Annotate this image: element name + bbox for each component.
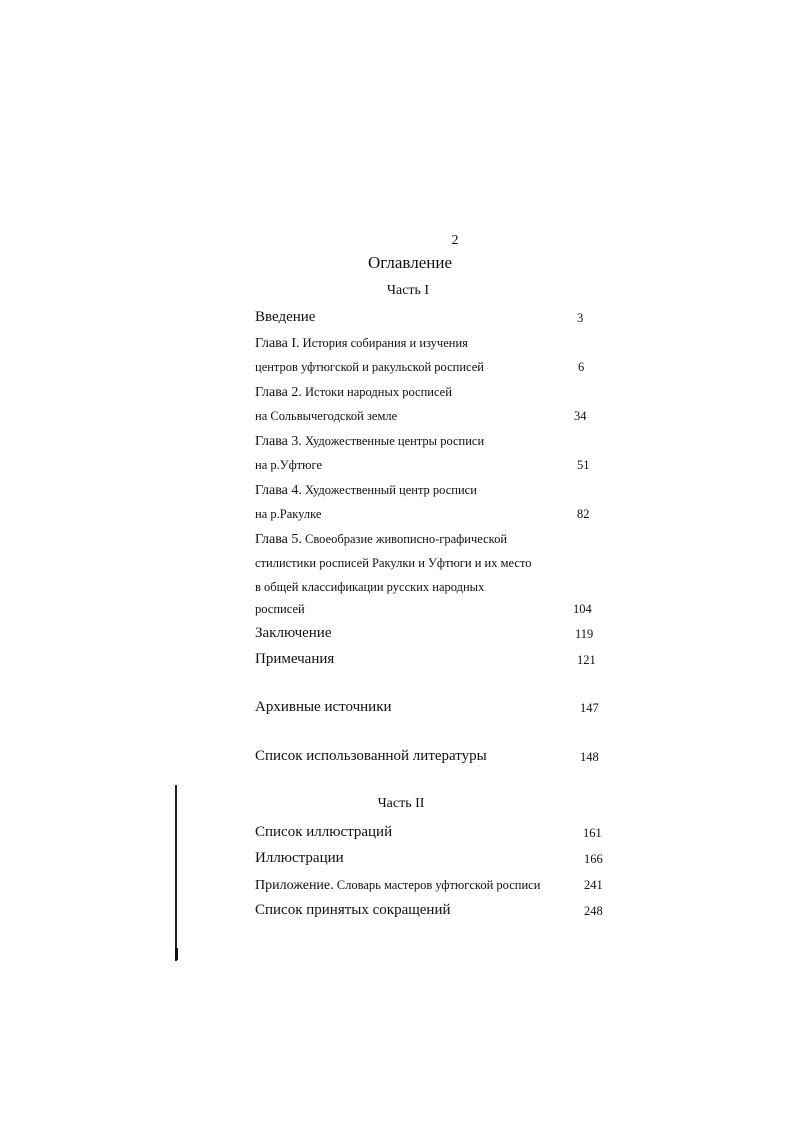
toc-entry-appendix-page: 241	[584, 878, 603, 892]
toc-entry-conclusion-label: Заключение	[255, 625, 332, 641]
toc-entry-literature-page: 148	[580, 750, 599, 764]
toc-entry-chapter-5-line-4: росписей	[255, 602, 305, 616]
toc-entry-chapter-5-line-1	[255, 530, 507, 548]
toc-entry-chapter-4-line-2: на р.Ракулке	[255, 507, 322, 521]
toc-entry-appendix	[255, 876, 540, 894]
toc-entry-chapter-5-line-2: стилистики росписей Ракулки и Уфтюги и их место	[255, 556, 532, 570]
chapter-2-title-part-1: Истоки народных росписей	[301, 385, 452, 399]
chapter-3-prefix: Глава 3.	[255, 434, 302, 449]
toc-entry-chapter-3-page: 51	[577, 458, 590, 472]
part-2-title: Часть II	[377, 796, 425, 811]
toc-entry-chapter-1-page: 6	[578, 360, 585, 374]
toc-entry-chapter-2-line-2: на Сольвычегодской земле	[255, 409, 398, 423]
part-1-title: Часть I	[386, 283, 430, 298]
toc-entry-illustrations-page: 166	[584, 852, 603, 866]
toc-entry-intro-label: Введение	[255, 309, 316, 325]
toc-entry-chapter-3-line-2: на р.Уфтюге	[255, 458, 322, 472]
toc-title: Оглавление	[368, 253, 452, 272]
toc-entry-illustration-list-page: 161	[583, 826, 602, 840]
toc-entry-notes-label: Примечания	[255, 651, 335, 667]
toc-entry-illustrations-label: Иллюстрации	[255, 850, 344, 866]
toc-entry-conclusion-page: 119	[575, 627, 594, 641]
scan-margin-line-end	[175, 948, 178, 960]
scan-margin-line	[175, 785, 177, 961]
toc-entry-chapter-2-line-1	[255, 383, 452, 401]
toc-entry-literature-label: Список использованной литературы	[255, 748, 487, 764]
chapter-4-title-part-1: Художественный центр росписи	[301, 483, 477, 497]
page-number: 2	[451, 233, 459, 248]
toc-entry-chapter-5-line-3: в общей классификации русских народных	[255, 580, 485, 594]
chapter-5-prefix: Глава 5.	[255, 532, 302, 547]
chapter-1-title-part-1: История собирания и изучения	[299, 336, 468, 350]
toc-entry-chapter-1-line-1	[255, 334, 468, 352]
chapter-3-title-part-1: Художественные центры росписи	[301, 434, 485, 448]
toc-entry-notes-page: 121	[577, 653, 596, 667]
appendix-prefix: Приложение.	[255, 878, 334, 893]
toc-entry-archives-page: 147	[580, 701, 599, 715]
toc-entry-illustration-list-label: Список иллюстраций	[255, 824, 393, 840]
toc-entry-chapter-5-page: 104	[573, 602, 592, 616]
chapter-1-prefix: Глава I.	[255, 336, 300, 351]
chapter-5-title-part-1: Своеобразие живописно-графической	[301, 532, 508, 546]
toc-entry-chapter-4-line-1	[255, 481, 477, 499]
chapter-4-prefix: Глава 4.	[255, 483, 302, 498]
toc-entry-chapter-2-page: 34	[574, 409, 587, 423]
toc-entry-intro-page: 3	[577, 311, 584, 325]
toc-entry-chapter-3-line-1	[255, 432, 484, 450]
toc-entry-archives-label: Архивные источники	[255, 699, 392, 715]
toc-entry-abbreviations-label: Список принятых сокращений	[255, 902, 451, 918]
chapter-2-prefix: Глава 2.	[255, 385, 302, 400]
toc-entry-abbreviations-page: 248	[584, 904, 603, 918]
appendix-title: Словарь мастеров уфтюгской росписи	[333, 878, 541, 892]
toc-entry-chapter-4-page: 82	[577, 507, 590, 521]
toc-entry-chapter-1-line-2: центров уфтюгской и ракульской росписей	[255, 360, 484, 374]
